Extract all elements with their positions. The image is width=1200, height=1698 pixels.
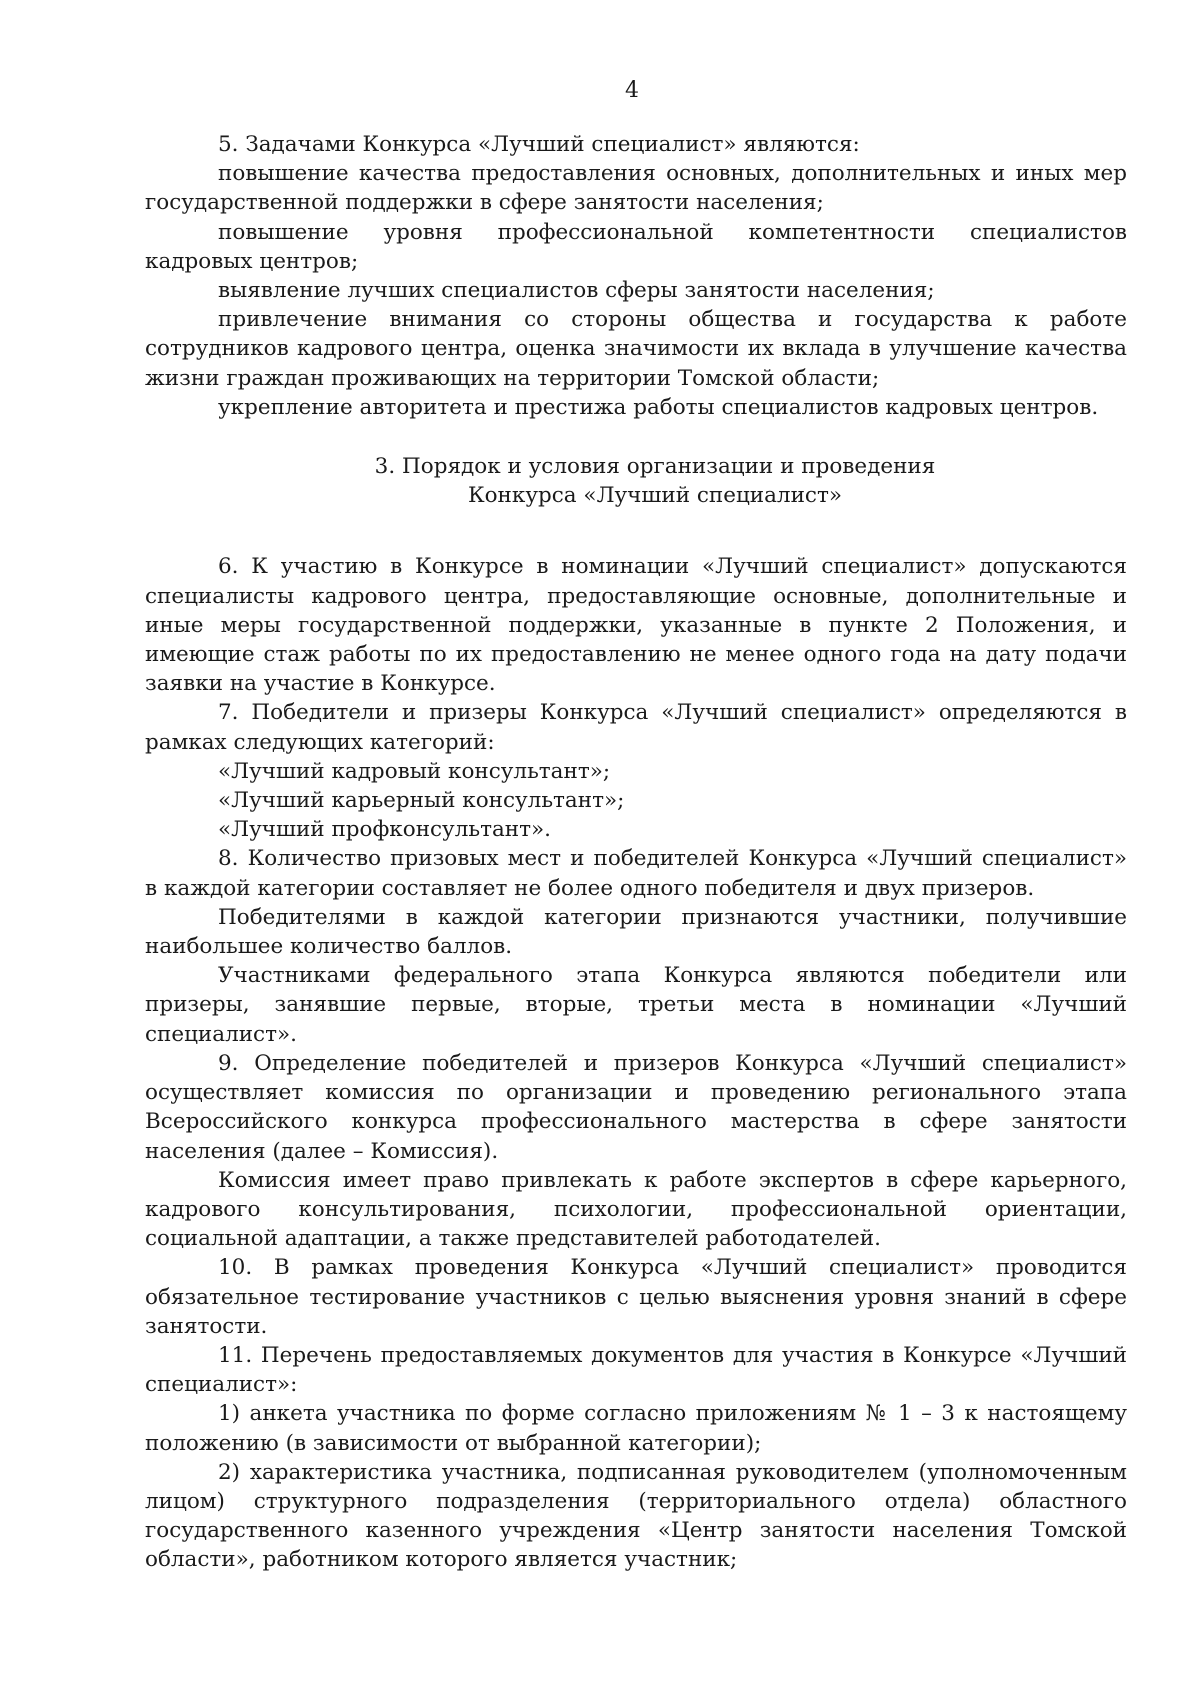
section-heading	[145, 452, 1127, 510]
category-item: «Лучший профконсультант».	[218, 817, 551, 843]
paragraph-6: 6. К участию в Конкурсе в номинации «Лучший специалист» допускаются специалисты кадрового центра, предоставляющие основные, дополнительные и иные меры государственной поддержки, указанные в пункте 2 Положения, и имеющие стаж работы по их предоставлению не менее одного года на дату подачи заявки на участие в Конкурсе.	[145, 554, 1127, 697]
section-heading-line: Конкурса «Лучший специалист»	[467, 483, 843, 509]
task-item: привлечение внимания со стороны общества и государства к работе сотрудников кадрового центра, оценка значимости их вклада в улучшение качества жизни граждан проживающих на территории Томской области;	[145, 307, 1127, 391]
task-item: выявление лучших специалистов сферы занятости населения;	[218, 278, 935, 304]
paragraph-5-intro: 5. Задачами Конкурса «Лучший специалист» являются:	[218, 132, 860, 157]
paragraph-7: 7. Победители и призеры Конкурса «Лучший специалист» определяются в рамках следующих категорий:	[145, 700, 1127, 755]
paragraph-9: 9. Определение победителей и призеров Конкурса «Лучший специалист» осуществляет комиссия по организации и проведению регионального этапа Всероссийского конкурса профессионального мастерства в сфере занятости населения (далее – Комиссия).	[145, 1050, 1127, 1164]
document-body	[145, 130, 1127, 1575]
paragraph-8-federal: Участниками федерального этапа Конкурса являются победители или призеры, занявшие первые, вторые, третьи места в номинации «Лучший специалист».	[145, 963, 1127, 1047]
paragraph-11: 11. Перечень предоставляемых документов для участия в Конкурсе «Лучший специалист»:	[145, 1342, 1127, 1398]
category-item: «Лучший кадровый консультант»;	[218, 758, 611, 784]
category-item: «Лучший карьерный консультант»;	[218, 788, 625, 814]
document-item: 2) характеристика участника, подписанная руководителем (уполномоченным лицом) структурного подразделения (территориального отдела) областного государственного казенного учреждения «Центр занятости населения Томской области», работником которого является участник;	[145, 1459, 1127, 1573]
page-number: 4	[625, 78, 639, 103]
document-item: 1) анкета участника по форме согласно приложениям № 1 – 3 к настоящему положению (в зависимости от выбранной категории);	[145, 1401, 1127, 1456]
paragraph-8-winners: Победителями в каждой категории признаются участники, получившие наибольшее количество баллов.	[145, 904, 1127, 960]
paragraph-9-commission: Комиссия имеет право привлекать к работе экспертов в сфере карьерного, кадрового консультирования, психологии, профессиональной ориентации, социальной адаптации, а также представителей работодателей.	[145, 1167, 1127, 1252]
task-item: повышение уровня профессиональной компетентности специалистов кадровых центров;	[145, 219, 1127, 274]
paragraph-10: 10. В рамках проведения Конкурса «Лучший специалист» проводится обязательное тестирование участников с целью выяснения уровня знаний в сфере занятости.	[145, 1255, 1127, 1339]
paragraph-8: 8. Количество призовых мест и победителей Конкурса «Лучший специалист» в каждой категории составляет не более одного победителя и двух призеров.	[145, 846, 1127, 901]
task-item: укрепление авторитета и престижа работы специалистов кадровых центров.	[218, 394, 1099, 420]
task-item: повышение качества предоставления основных, дополнительных и иных мер государственной поддержки в сфере занятости населения;	[145, 161, 1127, 216]
section-heading-line: 3. Порядок и условия организации и проведения	[374, 454, 936, 480]
